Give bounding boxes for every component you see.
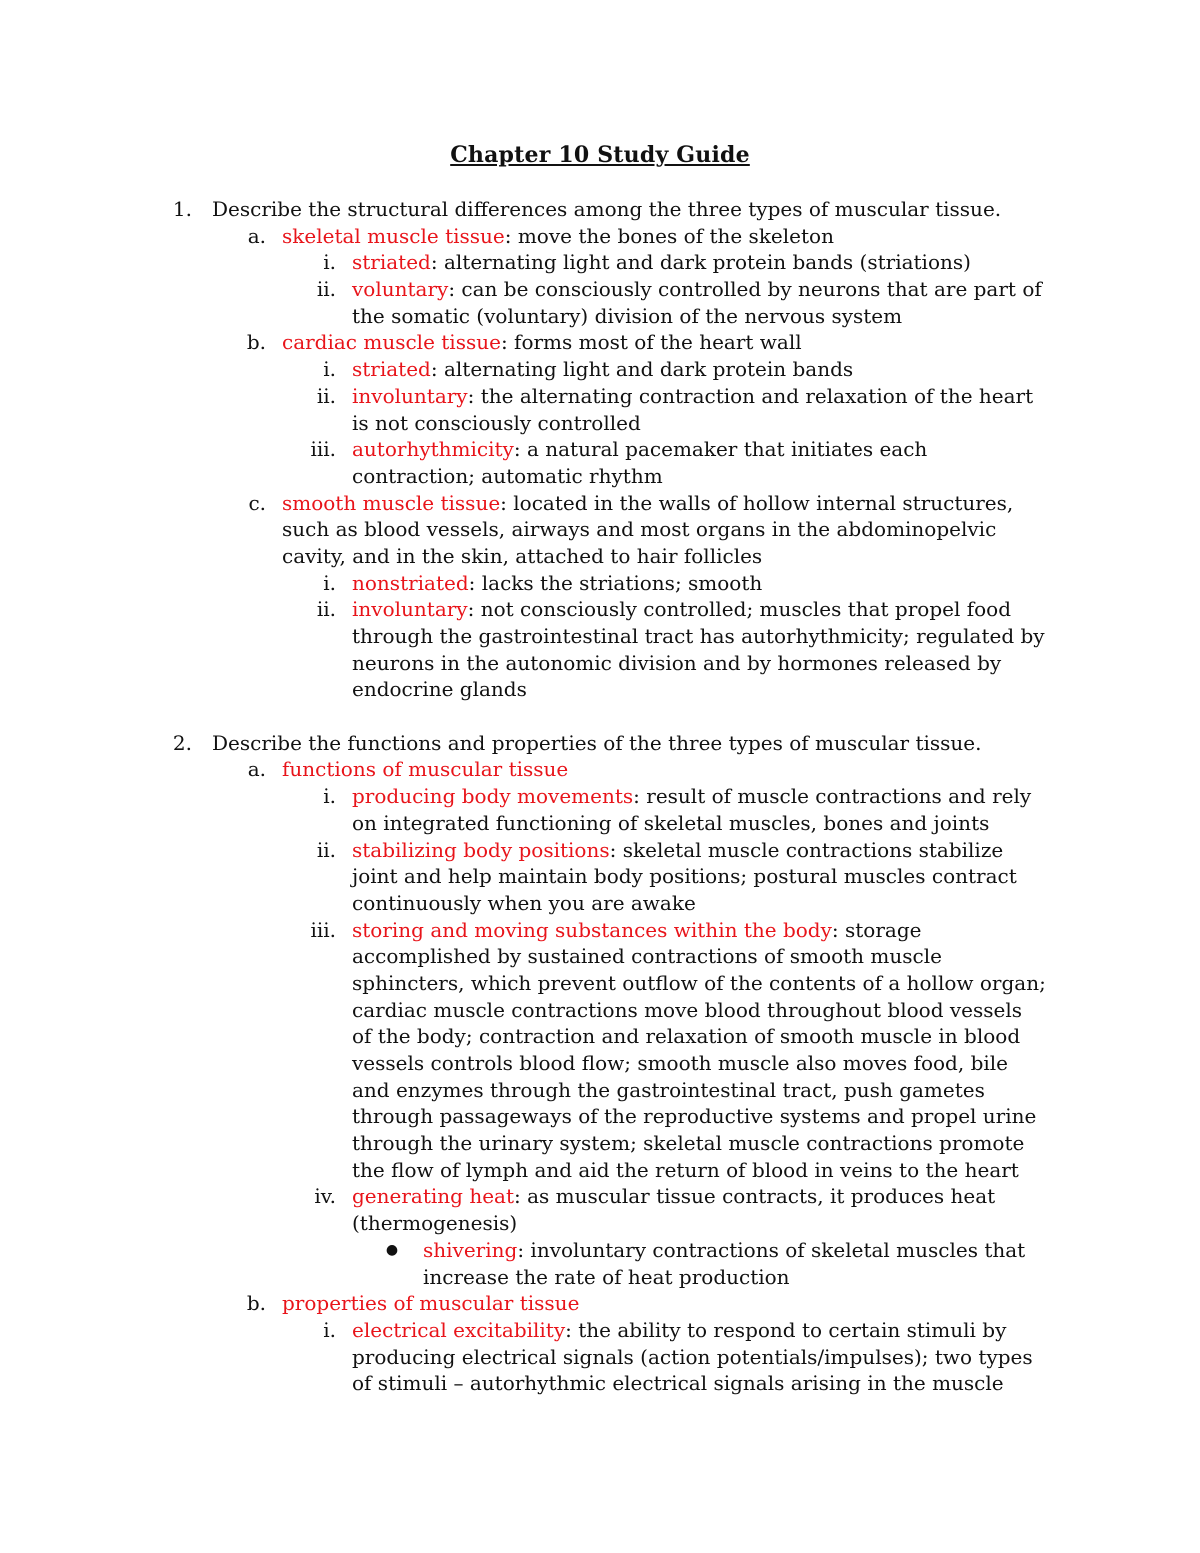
- line-text: [352, 1210, 517, 1237]
- description-text: Describe the functions and properties of the three types of muscular tissue.: [212, 730, 982, 755]
- outline-line: [0, 490, 1200, 517]
- list-marker: iii.: [310, 917, 336, 942]
- list-marker: 2.: [172, 730, 192, 755]
- outline-line: [0, 1050, 1200, 1077]
- outline-line: [0, 1210, 1200, 1237]
- description-text: through the urinary system; skeletal muscle contractions promote: [352, 1131, 1025, 1156]
- description-text: contraction; automatic rhythm: [352, 463, 663, 488]
- description-text: of stimuli – autorhythmic electrical signals arising in the muscle: [352, 1371, 1004, 1396]
- description-text: producing electrical signals (action potentials/impulses); two types: [352, 1344, 1033, 1369]
- list-marker: i.: [323, 784, 336, 809]
- description-text: is not consciously controlled: [352, 410, 641, 435]
- list-marker: c.: [248, 490, 266, 515]
- outline-line: [0, 917, 1200, 944]
- outline-line: [0, 1130, 1200, 1157]
- outline-line: [0, 970, 1200, 997]
- line-text: [352, 943, 942, 970]
- line-text: [212, 730, 981, 757]
- outline-line: [0, 249, 1200, 276]
- key-term: shivering: [423, 1237, 518, 1262]
- outline-line: [0, 623, 1200, 650]
- description-text: : skeletal muscle contractions stabilize: [609, 837, 1004, 862]
- description-text: : lacks the striations; smooth: [468, 570, 763, 595]
- line-text: [352, 1370, 1004, 1397]
- line-text: [352, 1103, 1036, 1130]
- line-text: [423, 1237, 1025, 1264]
- key-term: stabilizing body positions: [352, 837, 610, 862]
- description-text: of the body; contraction and relaxation of smooth muscle in blood: [352, 1024, 1021, 1049]
- line-text: [352, 1023, 1020, 1050]
- line-text: [282, 543, 762, 570]
- description-text: increase the rate of heat production: [423, 1264, 790, 1289]
- outline-line: [0, 1264, 1200, 1291]
- line-text: [352, 596, 1011, 623]
- list-marker: ii.: [316, 277, 336, 302]
- line-text: [352, 436, 927, 463]
- key-term: producing body movements: [352, 784, 634, 809]
- outline-line: [0, 890, 1200, 917]
- line-text: [352, 783, 1031, 810]
- list-marker: ii.: [316, 837, 336, 862]
- description-text: the somatic (voluntary) division of the nervous system: [352, 303, 903, 328]
- list-marker: b.: [246, 330, 266, 355]
- page-title: Chapter 10 Study Guide: [450, 142, 750, 168]
- line-text: [352, 1157, 1019, 1184]
- outline-line: [0, 436, 1200, 463]
- outline-line: [0, 596, 1200, 623]
- description-text: endocrine glands: [352, 677, 527, 702]
- outline-line: [0, 783, 1200, 810]
- line-text: [352, 249, 971, 276]
- line-text: [352, 1050, 1008, 1077]
- list-marker: i.: [323, 357, 336, 382]
- description-text: joint and help maintain body positions; postural muscles contract: [352, 864, 1017, 889]
- description-text: : result of muscle contractions and rely: [633, 784, 1032, 809]
- description-text: through passageways of the reproductive systems and propel urine: [352, 1104, 1037, 1129]
- outline-line: [0, 1183, 1200, 1210]
- outline-line: [0, 543, 1200, 570]
- line-text: [282, 329, 802, 356]
- description-text: continuously when you are awake: [352, 890, 696, 915]
- description-text: : forms most of the heart wall: [500, 330, 802, 355]
- description-text: : a natural pacemaker that initiates each: [513, 437, 928, 462]
- description-text: : not consciously controlled; muscles that propel food: [467, 597, 1012, 622]
- description-text: : move the bones of the skeleton: [504, 223, 834, 248]
- blank-line: [0, 703, 1200, 730]
- line-text: [352, 1183, 995, 1210]
- outline-line: [0, 730, 1200, 757]
- key-term: properties of muscular tissue: [282, 1291, 580, 1316]
- outline-line: [0, 223, 1200, 250]
- line-text: [352, 997, 1022, 1024]
- key-term: functions of muscular tissue: [282, 757, 569, 782]
- description-text: vessels controls blood flow; smooth muscle also moves food, bile: [352, 1051, 1008, 1075]
- line-text: [352, 570, 762, 597]
- outline-line: [0, 570, 1200, 597]
- line-text: [352, 1317, 1006, 1344]
- list-marker: ii.: [316, 597, 336, 622]
- line-text: [352, 970, 1046, 997]
- line-text: [423, 1264, 790, 1291]
- list-marker: i.: [323, 250, 336, 275]
- key-term: electrical excitability: [352, 1317, 566, 1342]
- outline-line: [0, 1317, 1200, 1344]
- list-marker: iii.: [310, 437, 336, 462]
- outline-line: [0, 863, 1200, 890]
- line-text: [352, 810, 989, 837]
- description-text: on integrated functioning of skeletal muscles, bones and joints: [352, 810, 990, 835]
- outline-line: [0, 1344, 1200, 1371]
- description-text: : alternating light and dark protein bands: [430, 357, 854, 382]
- description-text: : located in the walls of hollow internal structures,: [500, 490, 1014, 515]
- outline-line: [0, 303, 1200, 330]
- outline-line: [0, 196, 1200, 223]
- outline-line: [0, 837, 1200, 864]
- key-term: striated: [352, 357, 431, 382]
- line-text: [282, 756, 568, 783]
- line-text: [282, 1290, 579, 1317]
- line-text: [352, 463, 663, 490]
- outline-line: [0, 1237, 1200, 1264]
- outline-line: [0, 1023, 1200, 1050]
- description-text: and enzymes through the gastrointestinal tract, push gametes: [352, 1077, 985, 1102]
- outline-line: [0, 1103, 1200, 1130]
- outline-line: [0, 410, 1200, 437]
- list-marker: 1.: [172, 197, 192, 221]
- line-text: [352, 1344, 1033, 1371]
- outline-line: [0, 943, 1200, 970]
- line-text: [352, 863, 1017, 890]
- line-text: [212, 196, 1001, 223]
- description-text: sphincters, which prevent outflow of the contents of a hollow organ;: [352, 970, 1046, 995]
- outline-line: [0, 997, 1200, 1024]
- line-text: [352, 917, 921, 944]
- key-term: storing and moving substances within the body: [352, 917, 832, 942]
- description-text: neurons in the autonomic division and by hormones released by: [352, 650, 1002, 675]
- description-text: : storage: [831, 917, 922, 942]
- key-term: striated: [352, 250, 431, 275]
- outline-line: [0, 516, 1200, 543]
- description-text: : the ability to respond to certain stimuli by: [565, 1317, 1007, 1342]
- outline-line: [0, 1157, 1200, 1184]
- list-marker: a.: [247, 757, 266, 782]
- line-text: [352, 650, 1001, 677]
- description-text: cardiac muscle contractions move blood throughout blood vessels: [352, 997, 1023, 1022]
- list-marker: ii.: [316, 383, 336, 408]
- outline-line: [0, 756, 1200, 783]
- outline-line: [0, 463, 1200, 490]
- description-text: : alternating light and dark protein bands (striations): [430, 250, 971, 275]
- list-marker: i.: [323, 1317, 336, 1342]
- key-term: cardiac muscle tissue: [282, 330, 501, 355]
- list-marker: b.: [246, 1291, 266, 1316]
- line-text: [282, 516, 996, 543]
- line-text: [352, 1130, 1024, 1157]
- key-term: autorhythmicity: [352, 437, 514, 462]
- study-guide-outline: [0, 196, 1200, 1397]
- outline-line: [0, 356, 1200, 383]
- outline-line: [0, 383, 1200, 410]
- line-text: [352, 383, 1033, 410]
- outline-line: [0, 810, 1200, 837]
- line-text: [352, 356, 853, 383]
- description-text: Describe the structural differences among the three types of muscular tissue.: [212, 197, 1002, 221]
- description-text: (thermogenesis): [352, 1211, 518, 1236]
- line-text: [282, 490, 1013, 517]
- bullet-icon: ●: [385, 1241, 399, 1258]
- line-text: [352, 623, 1045, 650]
- description-text: through the gastrointestinal tract has autorhythmicity; regulated by: [352, 624, 1045, 648]
- key-term: smooth muscle tissue: [282, 490, 501, 515]
- description-text: : the alternating contraction and relaxation of the heart: [467, 383, 1034, 408]
- line-text: [352, 1077, 985, 1104]
- key-term: nonstriated: [352, 570, 469, 595]
- key-term: involuntary: [352, 383, 468, 408]
- line-text: [352, 410, 641, 437]
- outline-line: [0, 650, 1200, 677]
- line-text: [352, 837, 1003, 864]
- line-text: [352, 276, 1042, 303]
- key-term: skeletal muscle tissue: [282, 223, 505, 248]
- key-term: generating heat: [352, 1184, 514, 1209]
- outline-line: [0, 276, 1200, 303]
- list-marker: a.: [247, 223, 266, 248]
- description-text: : can be consciously controlled by neurons that are part of: [448, 277, 1042, 302]
- list-marker: iv.: [314, 1184, 336, 1209]
- description-text: accomplished by sustained contractions of smooth muscle: [352, 944, 942, 969]
- line-text: [282, 223, 834, 250]
- key-term: involuntary: [352, 597, 468, 622]
- outline-line: [0, 1290, 1200, 1317]
- line-text: [352, 676, 527, 703]
- description-text: the flow of lymph and aid the return of blood in veins to the heart: [352, 1157, 1019, 1182]
- description-text: : involuntary contractions of skeletal muscles that: [517, 1237, 1026, 1262]
- outline-line: [0, 1077, 1200, 1104]
- description-text: cavity, and in the skin, attached to hair follicles: [282, 543, 763, 568]
- description-text: such as blood vessels, airways and most organs in the abdominopelvic: [282, 517, 997, 542]
- description-text: : as muscular tissue contracts, it produces heat: [514, 1184, 996, 1209]
- outline-line: [0, 1370, 1200, 1397]
- key-term: voluntary: [352, 277, 449, 302]
- list-marker: i.: [323, 570, 336, 595]
- line-text: [352, 303, 902, 330]
- outline-line: [0, 329, 1200, 356]
- line-text: [352, 890, 696, 917]
- outline-line: [0, 676, 1200, 703]
